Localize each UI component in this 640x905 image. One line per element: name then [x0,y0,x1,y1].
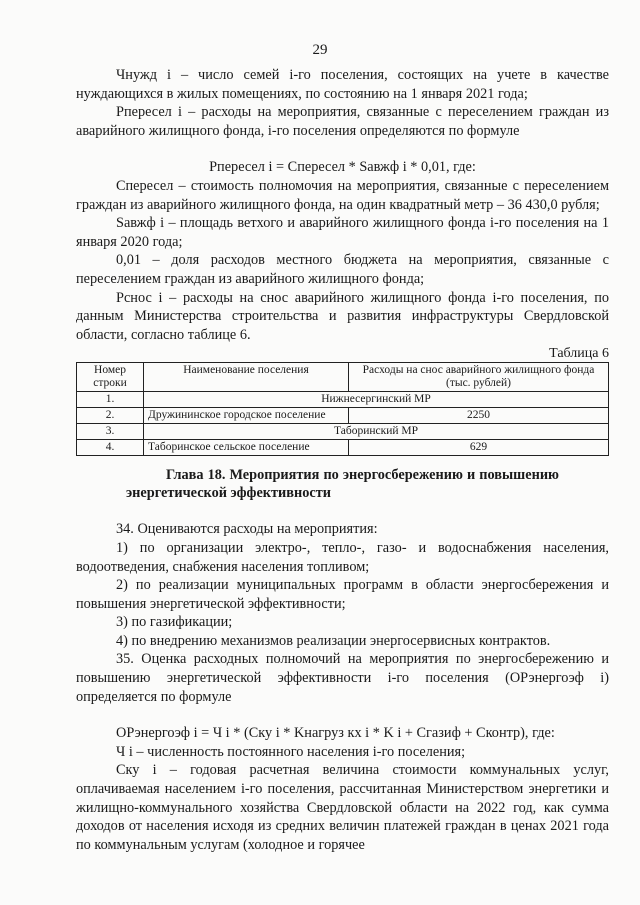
chapter-heading: Глава 18. Мероприятия по энергосбережению и повышению энергетической эффективности [126,467,559,502]
table-row [77,424,609,440]
formula-energy: ОРэнергоэф i = Ч i * (Cку i * Kнагруз кх i * K i + Сгазиф + Сконтр), где: [116,725,555,742]
paragraph: Спересел – стоимость полномочия на мероприятия, связанные с переселением граждан из аварийного жилищного фонда, на один квадратный метр – 36 430,0 рубля; [76,177,609,213]
settlement-name: Дружининское городское поселение [144,408,349,424]
page-content [76,66,609,854]
paragraph: Чнужд i – число семей i-го поселения, состоящих на учете в качестве нуждающихся в жилых помещениях, по состоянию на 1 января 2021 года; [76,67,609,102]
table-row [77,440,609,456]
paragraph: 4) по внедрению механизмов реализации энергосервисных контрактов. [116,632,551,649]
paragraph: 1) по организации электро-, тепло-, газо- и водоснабжения населения, водоотведения, снабжения населения топливом; [76,539,609,575]
table-row [77,408,609,424]
formula-resettlement: Рпересел i = Спересел * Sавжф i * 0,01, где: [209,159,476,176]
paragraph: Рпересел i – расходы на мероприятия, связанные с переселением граждан из аварийного жилищного фонда, i-го поселения определяются по формуле [76,104,609,139]
table-row [77,392,609,408]
group-name: Таборинский МР [144,424,609,440]
row-number: 2. [77,408,144,424]
header-settlement: Наименование поселения [144,363,349,392]
paragraph: 35. Оценка расходных полномочий на мероприятия по энергосбережению и повышению энергетической эффективности i-го поселения (ОРэнергоэф i) определяется по формуле [76,651,609,705]
table-label: Таблица 6 [549,346,609,362]
paragraph: Ч i – численность постоянного населения i-го поселения; [116,743,466,760]
demolition-table [76,362,609,456]
page-number: 29 [312,42,328,58]
group-name: Нижнесергинский МР [144,392,609,408]
header-row-number: Номер строки [77,363,144,392]
expense-value: 2250 [349,408,609,424]
expense-value: 629 [349,440,609,456]
row-number: 3. [77,424,144,440]
paragraph: Cку i – годовая расчетная величина стоимости коммунальных услуг, оплачиваемая населением i-го поселения, рассчитанная Министерством энергетики и жилищно-коммунального хозяйства Свердловской области на 2022 год, как сумма доходов от населения исходя из средних величин платежей граждан в ценах 2021 года по коммунальным услугам (холодное и горячее [76,762,609,853]
paragraph: 34. Оцениваются расходы на мероприятия: [116,521,378,538]
row-number: 1. [77,392,144,408]
paragraph: 0,01 – доля расходов местного бюджета на мероприятия, связанные с переселением граждан из аварийного жилищного фонда; [76,252,609,287]
table-header-row [77,363,609,392]
header-expenses: Расходы на снос аварийного жилищного фонда (тыс. рублей) [349,363,609,392]
paragraph: Sавжф i – площадь ветхого и аварийного жилищного фонда i-го поселения на 1 января 2020 года; [76,215,609,250]
row-number: 4. [77,440,144,456]
paragraph: 2) по реализации муниципальных программ в области энергосбережения и повышения энергетической эффективности; [76,577,609,612]
settlement-name: Таборинское сельское поселение [144,440,349,456]
paragraph: Рснос i – расходы на снос аварийного жилищного фонда i-го поселения, по данным Министерства строительства и развития инфраструктуры Свердловской области, согласно таблице 6. [76,289,609,343]
paragraph: 3) по газификации; [116,614,233,631]
